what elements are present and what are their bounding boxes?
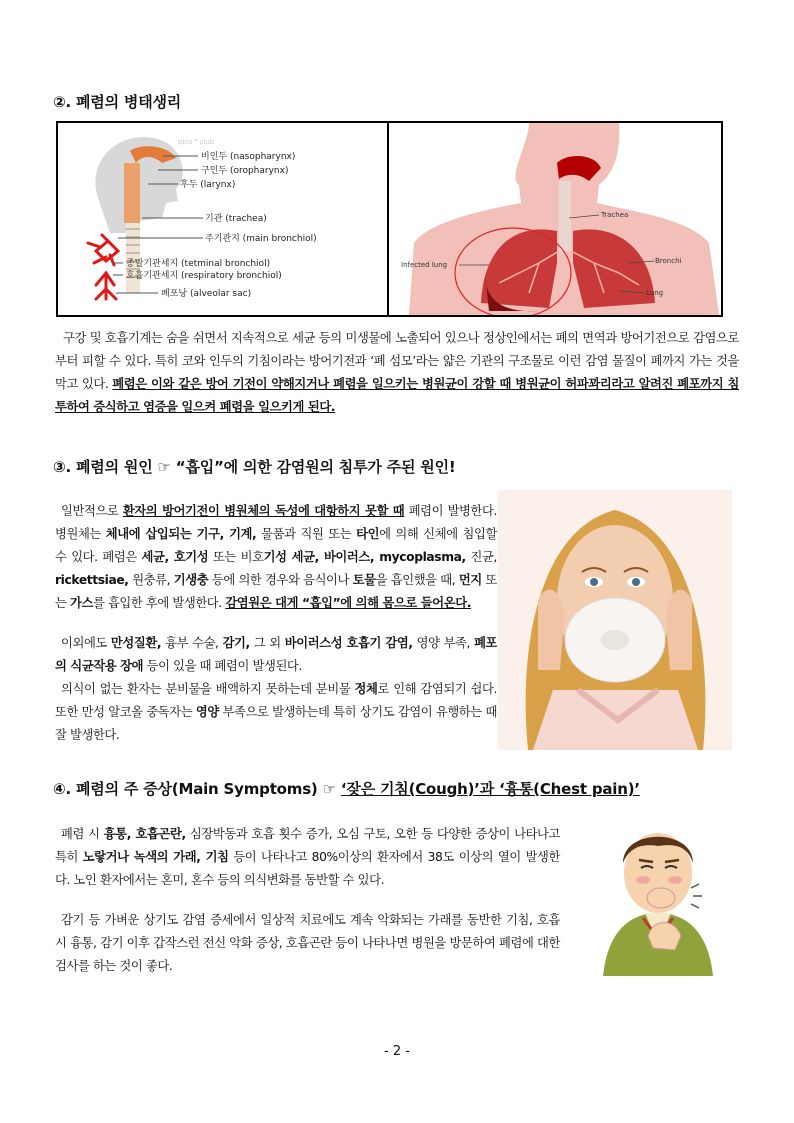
woman-wearing-mask-photo — [498, 490, 732, 750]
label-main-bronchiol: 주기관지 (main bronchiol) — [205, 234, 317, 244]
label-alveolar-sac: 폐포낭 (alveolar sac) — [161, 289, 252, 299]
section4-paragraph-1: 폐렴 시 흉통, 호흡곤란, 심장박동과 호흡 횟수 증가, 오심 구토, 오한 등 다양한 증상이 나타나고 특히 노랗거나 녹색의 가래, 기침 등이 나타나고 80%이상의 환자에서 38도 이상의 열이 발생한다. 노인 환자에서는 혼미, 혼수 등의 의식변화를 동반할 수 있다. — [55, 827, 561, 887]
section3-heading: ③. 폐렴의 원인 ☞ “흡입”에 의한 감염원의 침투가 주된 원인! — [53, 458, 456, 476]
section4-heading: ④. 폐렴의 주 증상(Main Symptoms) ☞ ‘잦은 기침(Cough)’과 ‘흉통(Chest pain)’ — [53, 780, 640, 798]
label-trachea-en: Trachea — [601, 211, 629, 219]
section3-paragraph-2: 이외에도 만성질환, 흉부 수술, 감기, 그 외 바이러스성 호흡기 감염, 영양 부족, 폐포의 식균작용 장애 등이 있을 때 폐렴이 발생된다. — [55, 636, 498, 673]
section2-paragraph — [55, 327, 739, 419]
label-trachea: 기관 (trachea) — [205, 214, 267, 224]
section2-heading: ②. 폐렴의 병태생리 — [53, 93, 182, 111]
label-lung: Lung — [646, 289, 664, 297]
watermark: pico™club — [178, 138, 215, 146]
coughing-man-illustration — [583, 818, 733, 976]
section3-paragraph-3: 의식이 없는 환자는 분비물을 배액하지 못하는데 분비물 정체로 인해 감염되기 쉽다. 또한 만성 알코올 중독자는 영양 부족으로 발생하는데 특히 상기도 감염이 유행하는 때 잘 발생한다. — [55, 682, 497, 742]
label-terminal-bronchiol: 종말기관세지 (tetminal bronchiol) — [126, 259, 271, 269]
label-bronchi: Bronchi — [655, 257, 682, 265]
label-larynx: 후두 (larynx) — [180, 180, 236, 190]
section2-emphasis: 폐렴은 이와 같은 방어 기전이 약해지거나 폐렴을 일으키는 병원균이 강할 때 병원균이 허파꽈리라고 알려진 폐포까지 침투하여 증식하고 염증을 일으켜 폐렴을 일으키게 된다. — [55, 377, 739, 414]
lung-infection-diagram — [387, 121, 723, 317]
label-nasopharynx: 비인두 (nasopharynx) — [201, 152, 296, 162]
label-infected-lung: Infected lung — [401, 261, 448, 269]
label-oropharynx: 구인두 (oropharynx) — [201, 166, 289, 176]
section3-paragraph-1: 일반적으로 환자의 방어기전이 병원체의 독성에 대항하지 못할 때 폐렴이 발병한다. 병원체는 체내에 삽입되는 기구, 기계, 물품과 직원 또는 타인에 의해 신체에 침입할 수 있다. 폐렴은 세균, 호기성 또는 비호기성 세균, 바이러스, mycoplasma, 진균, rickettsiae, 원충류, 기생충 등에 의한 경우와 음식이나 토물을 흡인했을 때, 먼지 또는 가스를 흡입한 후에 발생한다. 감염원은 대게 “흡입”에 의해 몸으로 들어온다. — [55, 504, 497, 610]
page-number: - 2 - — [384, 1044, 410, 1059]
section2-text: 구강 및 호흡기계는 숨을 쉬면서 지속적으로 세균 등의 미생물에 노출되어 있으나 정상인에서는 폐의 면역과 방어기전으로 감염으로부터 피할 수 있다. 특히 코와 인두의 기침이라는 방어기전과 ‘폐 섬모’라는 얇은 기관의 구조물로 이런 감염 물질이 폐까지 가는 것을 막고 있다. — [55, 331, 739, 391]
label-respiratory-bronchiol: 호흡기관세지 (respiratory bronchiol) — [126, 271, 282, 281]
airway-anatomy-diagram — [56, 121, 389, 317]
section4-paragraph-2: 감기 등 가벼운 상기도 감염 증세에서 일상적 치료에도 계속 악화되는 가래를 동반한 기침, 호흡 시 흉통, 감기 이후 갑작스런 전신 악화 증상, 호흡곤란 등이 나타나면 병원을 방문하여 폐렴에 대한 검사를 하는 것이 좋다. — [55, 913, 560, 973]
